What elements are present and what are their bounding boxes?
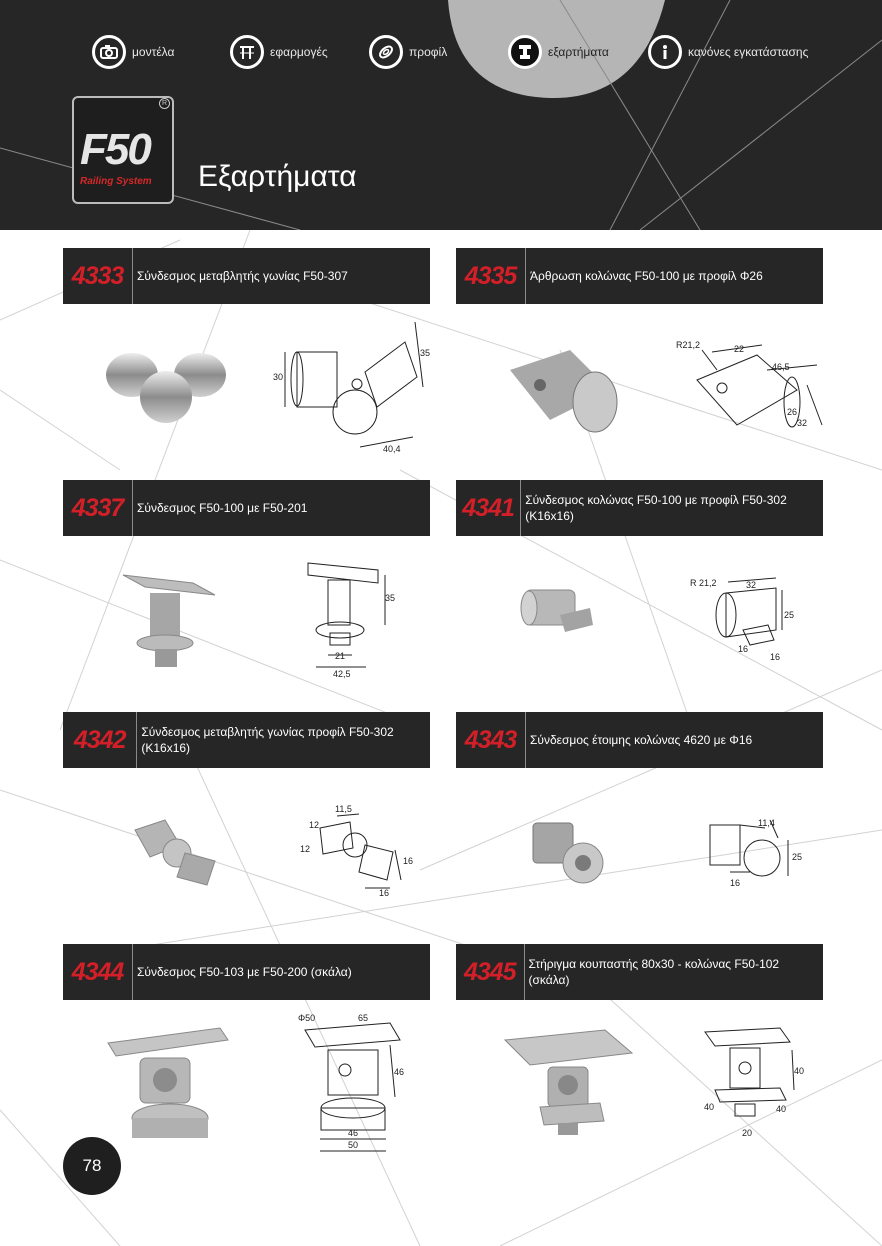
page-number: 78 [63,1137,121,1195]
dim-label: 30 [273,372,284,382]
camera-icon [92,35,126,69]
nav-item-applications[interactable] [230,30,328,74]
dim-label: 21 [335,651,346,661]
product-photo-4335 [500,340,630,440]
dim-label: 20 [742,1128,753,1138]
nav-item-profiles[interactable] [369,30,447,74]
dim-label: 11,4 [758,818,775,828]
dim-label: 32 [746,580,757,590]
info-icon [648,35,682,69]
fitting-icon [508,35,542,69]
product-name: Σύνδεσμος F50-103 με F50-200 (σκάλα) [137,965,352,979]
product-name: Σύνδεσμος έτοιμης κολώνας 4620 με Φ16 [530,733,753,747]
product-photo-4345 [500,1025,635,1140]
dim-label: 40 [776,1104,787,1114]
dim-label: 40 [704,1102,715,1112]
nav-label-models: μοντέλα [132,45,175,59]
dim-label: 65 [358,1013,369,1023]
product-header-4343 [456,712,823,768]
product-drawing-4342 [295,800,420,900]
logo-subtext: Railing System [80,176,152,187]
nav-item-installation-rules[interactable] [648,30,808,74]
product-code: 4341 [456,480,521,536]
nav-item-fittings[interactable] [508,30,609,74]
dim-label: 46,5 [772,362,790,372]
product-photo-4333 [100,335,235,435]
dim-label: 46 [348,1128,359,1138]
product-header-4341 [456,480,823,536]
dim-label: 25 [792,852,803,862]
dim-label: 16 [379,888,390,898]
product-header-4342 [63,712,430,768]
nav-label-profiles: προφίλ [409,45,448,59]
dim-label: 40,4 [383,444,401,454]
product-photo-4342 [125,815,225,895]
dim-label: 12 [309,820,320,830]
product-header-4333 [63,248,430,304]
dim-label: 16 [770,652,781,662]
product-name: Σύνδεσμος F50-100 με F50-201 [137,501,308,515]
dim-label: 11,5 [335,804,352,814]
product-photo-4344 [100,1018,230,1148]
product-code: 4333 [63,248,133,304]
product-drawing-4333 [265,312,440,462]
top-navigation [0,30,882,74]
dim-label: 46 [394,1067,405,1077]
product-code: 4345 [456,944,525,1000]
product-code: 4344 [63,944,133,1000]
dim-label: 22 [734,344,745,354]
dim-label: 26 [787,407,798,417]
dim-label: 35 [385,593,396,603]
logo-text: F50 [80,125,150,174]
product-photo-4343 [525,815,615,890]
product-photo-4341 [515,580,605,650]
product-drawing-4345 [690,1020,810,1142]
profile-icon [369,35,403,69]
product-header-4335 [456,248,823,304]
product-code: 4342 [63,712,137,768]
dim-label: 42,5 [333,669,351,679]
dim-label: 16 [403,856,414,866]
product-drawing-4335 [672,330,847,440]
dim-label: 16 [730,878,741,888]
dim-label: R21,2 [676,340,701,350]
dim-label: 12 [300,844,311,854]
product-drawing-4337 [290,555,410,685]
product-code: 4335 [456,248,526,304]
f50-logo [72,96,174,204]
nav-label-fittings: εξαρτήματα [548,45,609,59]
dim-label: 25 [784,610,795,620]
dim-label: R 21,2 [690,578,717,588]
dim-label: 50 [348,1140,359,1150]
product-header-4337 [63,480,430,536]
product-code: 4337 [63,480,133,536]
product-photo-4337 [115,565,220,680]
product-header-4345 [456,944,823,1000]
product-name: Στήριγμα κουπαστής 80x30 - κολώνας F50-102 (σκάλα) [528,957,780,987]
nav-label-applications: εφαρμογές [270,45,328,59]
dim-label: 35 [420,348,431,358]
product-code: 4343 [456,712,526,768]
nav-label-installation-rules: κανόνες εγκατάστασης [688,45,809,59]
product-name: Σύνδεσμος κολώνας F50-100 με προφίλ F50-302 (Κ16x16) [525,493,787,523]
product-name: Σύνδεσμος μεταβλητής γωνίας προφίλ F50-302 (Κ16x16) [141,725,394,755]
product-drawing-4343 [700,810,810,895]
product-name: Σύνδεσμος μεταβλητής γωνίας F50-307 [137,269,348,283]
nav-item-models[interactable] [92,30,174,74]
registered-mark: R [159,98,170,109]
page-header [0,0,882,230]
dim-label: 32 [797,418,808,428]
railing-icon [230,35,264,69]
page-title: Εξαρτήματα [198,160,357,193]
product-drawing-4341 [688,570,803,675]
dim-label: 16 [738,644,749,654]
product-drawing-4344 [290,1005,420,1153]
dim-label: Φ50 [298,1013,316,1023]
product-name: Άρθρωση κολώνας F50-100 με προφίλ Φ26 [530,269,763,283]
dim-label: 40 [794,1066,805,1076]
product-header-4344 [63,944,430,1000]
